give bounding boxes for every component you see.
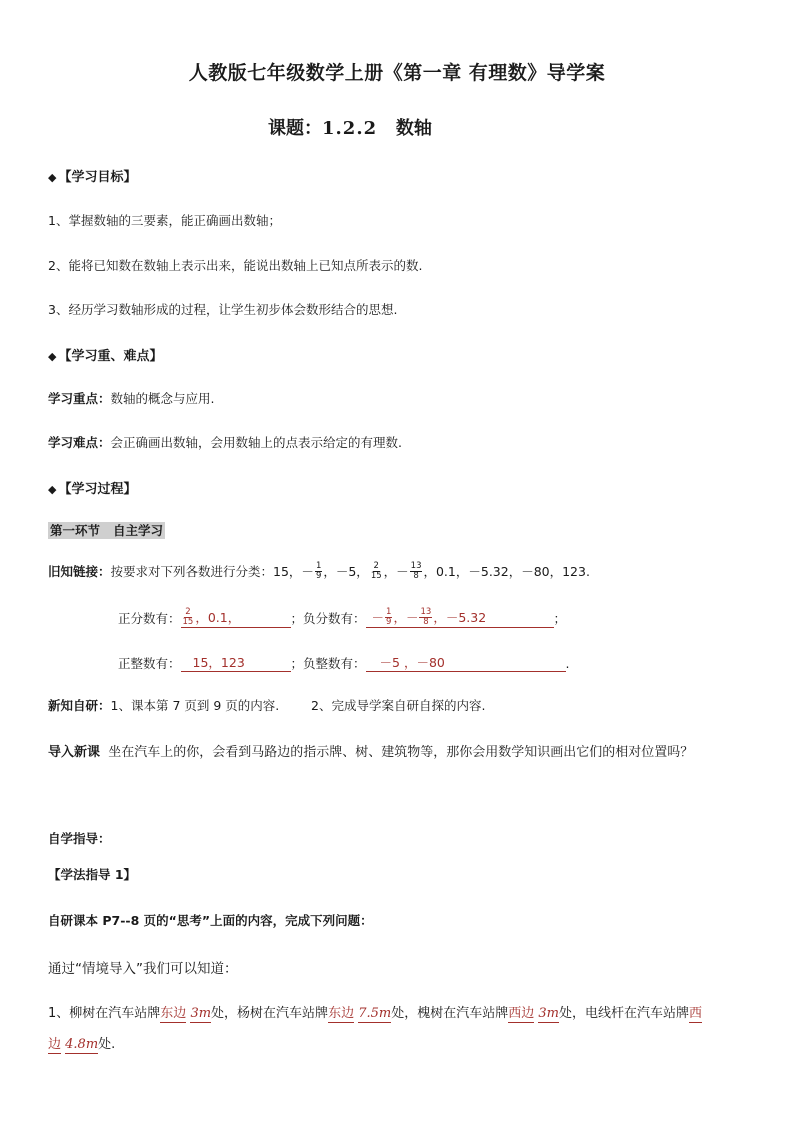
diamond-icon: ◆ xyxy=(48,171,57,184)
page-title: 人教版七年级数学上册《第一章 有理数》导学案 xyxy=(188,62,606,84)
q1-text-1: 1、柳树在汽车站牌 xyxy=(48,1006,161,1021)
subtitle-number: 1.2.2 xyxy=(322,118,378,139)
new-label: 新知自研： xyxy=(48,698,111,713)
review-label: 旧知链接： xyxy=(48,564,111,579)
intro-line xyxy=(48,741,693,760)
integer-answers-line xyxy=(118,654,570,672)
q1-answer-7: 西 xyxy=(689,1006,703,1021)
task-text: 自研课本 P7--8 页的“思考”上面的内容，完成下列问题： xyxy=(48,913,373,928)
neg-int-answer: －5 ，－80 xyxy=(366,655,566,672)
diamond-icon: ◆ xyxy=(48,483,57,496)
q1-text-3: 处，槐树在汽车站牌 xyxy=(391,1006,509,1021)
q1-text-2: 处，杨树在汽车站牌 xyxy=(211,1006,329,1021)
process-heading-text: 【学习过程】 xyxy=(58,482,137,497)
goal-item-3: 3、经历学习数轴形成的过程，让学生初步体会数形结合的思想. xyxy=(48,302,398,317)
focus-label: 学习重点： xyxy=(48,391,111,406)
difficulty-line xyxy=(48,433,402,451)
period: . xyxy=(565,655,570,671)
pos-int-answer: 15，123 xyxy=(181,655,291,672)
pos-frac-answer xyxy=(181,608,291,628)
q1-answer-6: 3m xyxy=(538,1006,560,1021)
q1-answer-4: 7.5m xyxy=(358,1006,392,1021)
neg-frac-label: ；负分数有： xyxy=(290,611,366,626)
q1-answer-3: 东边 xyxy=(328,1006,355,1021)
goal-item-2: 2、能将已知数在数轴上表示出来，能说出数轴上已知点所表示的数. xyxy=(48,258,423,273)
method-label: 【学法指导 1】 xyxy=(48,867,137,882)
pos-int-label: 正整数有： xyxy=(118,656,181,671)
q1-answer-2: 3m xyxy=(190,1006,212,1021)
difficulty-text: 会正确画出数轴，会用数轴上的点表示给定的有理数. xyxy=(110,435,402,450)
subtitle-prefix: 课题： xyxy=(268,118,322,139)
review-sep-1: ，－5， xyxy=(323,564,369,579)
pos-frac-rest: ，0.1， xyxy=(195,609,241,625)
new-knowledge-line xyxy=(48,696,485,714)
stage-label-text: 第一环节 自主学习 xyxy=(50,523,164,538)
goals-heading xyxy=(48,166,136,185)
review-sep-2: ，－ xyxy=(383,564,409,579)
goal-item-1: 1、掌握数轴的三要素，能正确画出数轴； xyxy=(48,213,281,228)
focus-line xyxy=(48,389,215,407)
fraction-13-8: $\frac{13}{8}$ xyxy=(410,560,422,581)
q1-text-5: 处. xyxy=(98,1037,116,1052)
question-1-line-2 xyxy=(48,1033,115,1054)
fraction-1-9-answer: $\frac{1}{9}$ xyxy=(386,607,392,627)
neg-frac-rest: ，－5.32 xyxy=(433,609,487,625)
review-line xyxy=(48,560,590,582)
neg-sign: － xyxy=(371,609,385,625)
fraction-13-8-answer: $\frac{13}{8}$ xyxy=(420,607,432,627)
intro-text: 坐在汽车上的你，会看到马路边的指示牌、树、建筑物等，那你会用数学知识画出它们的相对位置吗？ xyxy=(108,745,694,760)
review-text: 按要求对下列各数进行分类：15，－ xyxy=(110,564,314,579)
intro-label: 导入新课 xyxy=(48,745,101,760)
fraction-2-15-answer: $\frac{2}{15}$ xyxy=(182,607,194,627)
semicolon: ； xyxy=(553,611,567,626)
review-tail: ，0.1，－5.32，－80，123. xyxy=(423,564,590,579)
new-text: 1、课本第 7 页到 9 页的内容. 2、完成导学案自研自探的内容. xyxy=(110,698,486,713)
difficulty-label: 学习难点： xyxy=(48,435,111,450)
diamond-icon: ◆ xyxy=(48,350,57,363)
q1-answer-8: 4.8m xyxy=(65,1037,99,1052)
q1-answer-1: 东边 xyxy=(160,1006,187,1021)
fraction-1-9: $\frac{1}{9}$ xyxy=(315,560,322,581)
q1-answer-5: 西边 xyxy=(508,1006,535,1021)
context-text: 通过“情境导入”我们可以知道： xyxy=(48,961,238,977)
focus-text: 数轴的概念与应用. xyxy=(110,391,215,406)
guide-label: 自学指导： xyxy=(48,831,111,846)
pos-frac-label: 正分数有： xyxy=(118,611,181,626)
fraction-2-15: $\frac{2}{15}$ xyxy=(370,560,382,581)
stage-label xyxy=(48,520,165,539)
q1-text-4: 处，电线杆在汽车站牌 xyxy=(559,1006,690,1021)
neg-int-label: ；负整数有： xyxy=(290,656,366,671)
subtitle-topic: 数轴 xyxy=(395,118,432,139)
key-points-heading-text: 【学习重、难点】 xyxy=(58,349,163,364)
lesson-subtitle xyxy=(268,114,432,140)
process-heading xyxy=(48,478,136,497)
fraction-answers-line xyxy=(118,606,566,630)
key-points-heading xyxy=(48,345,162,364)
neg-frac-answer xyxy=(366,608,554,628)
goals-heading-text: 【学习目标】 xyxy=(58,170,137,185)
neg-sep: ，－ xyxy=(393,609,419,625)
question-1-line-1 xyxy=(48,1002,702,1023)
q1-answer-7b: 边 xyxy=(48,1037,62,1052)
